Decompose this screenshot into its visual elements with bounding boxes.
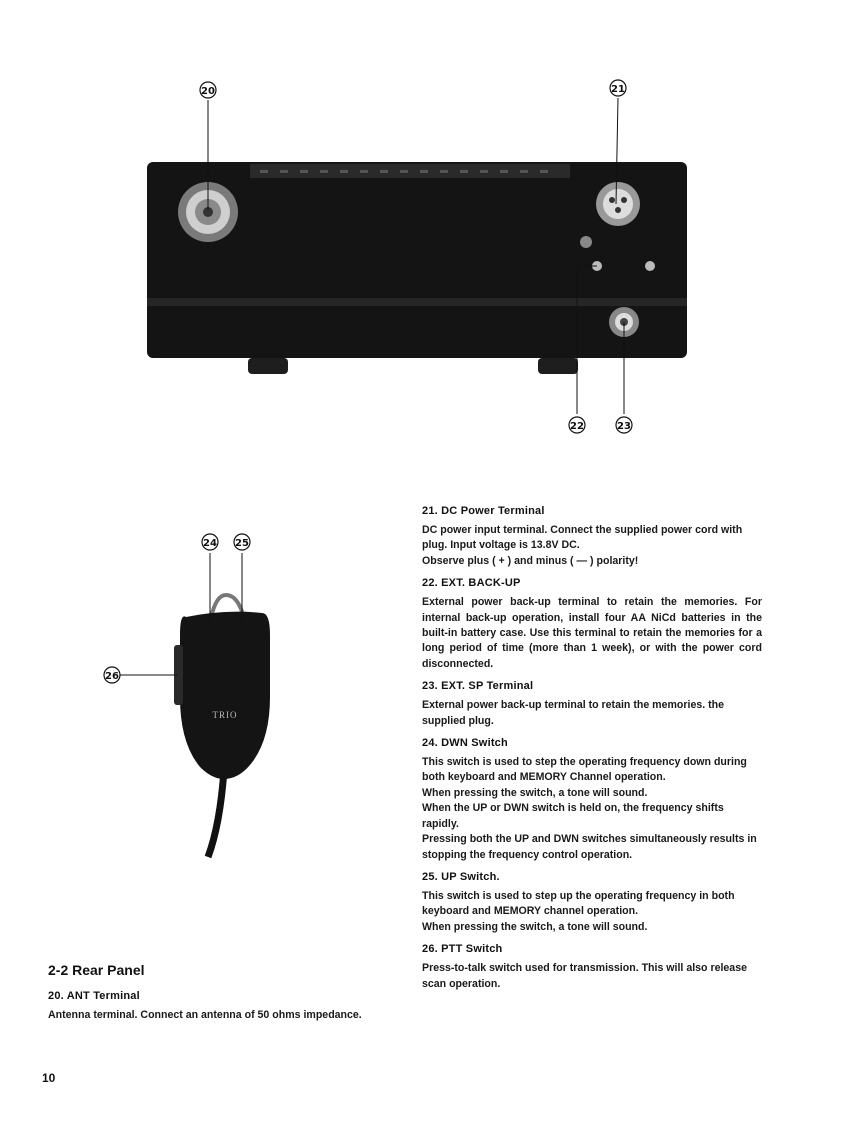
section-title-25: 25. UP Switch. — [422, 870, 500, 883]
section-title-23: 23. EXT. SP Terminal — [422, 680, 534, 693]
microphone-figure — [96, 525, 326, 865]
mic-cable — [208, 770, 224, 857]
section-body-23: External power back-up terminal to retain the memories. the supplied plug. — [422, 699, 724, 727]
callout-21 — [610, 80, 626, 96]
mic-body — [180, 612, 270, 779]
page-number: 10 — [42, 1071, 56, 1085]
right-column — [422, 505, 762, 1000]
section-body-20: Antenna terminal. Connect an antenna of 50 ohms impedance. — [48, 1009, 362, 1021]
section-body-25: This switch is used to step up the operating frequency in both keyboard and MEMORY channel operation. When pressing the switch, a tone will sound. — [422, 889, 735, 933]
section-body-24: This switch is used to step the operating frequency down during both keyboard and MEMORY Channel operation. When pressing the switch, a tone will sound. When the UP or DWN switch is held on, the frequency shifts rapidly. Pressing both the UP and DWN switches simultaneously results in stopping the frequency control operation. — [422, 756, 757, 861]
callout-25 — [234, 534, 250, 550]
section-title-24: 24. DWN Switch — [422, 737, 508, 750]
svg-text:23: 23 — [617, 421, 631, 432]
section-body-21: DC power input terminal. Connect the supplied power cord with plug. Input voltage is 13.8V DC. Observe plus ( + ) and minus ( — ) polarity! — [422, 524, 743, 567]
section-body-22: External power back-up terminal to retain the memories. For internal back-up operation, install four AA NiCd batteries in the built-in battery case. Use this terminal to retain the memories for a long period of time (more than 1 week), or with the power cord disconnected. — [422, 596, 762, 670]
callout-22 — [569, 417, 585, 433]
dc-power-connector — [596, 182, 640, 226]
svg-text:20: 20 — [201, 86, 215, 97]
foot-left — [248, 358, 288, 374]
section-title-20: 20. ANT Terminal — [48, 990, 140, 1002]
svg-text:24: 24 — [203, 538, 217, 549]
section-title-26: 26. PTT Switch — [422, 943, 503, 956]
trio-brand: TRIO — [212, 710, 238, 720]
svg-text:21: 21 — [611, 84, 625, 95]
left-column — [48, 962, 366, 1031]
small-jack — [580, 236, 592, 248]
callout-20 — [200, 82, 216, 98]
svg-text:25: 25 — [235, 538, 249, 549]
section-title-22: 22. EXT. BACK-UP — [422, 577, 521, 590]
rear-panel-heading: 2-2 Rear Panel — [48, 962, 145, 978]
callout-26 — [104, 667, 120, 683]
svg-text:26: 26 — [105, 671, 119, 682]
rear-panel-figure — [130, 70, 710, 450]
svg-text:22: 22 — [570, 421, 584, 432]
foot-right — [538, 358, 578, 374]
callout-24 — [202, 534, 218, 550]
callout-23 — [616, 417, 632, 433]
section-body-26: Press-to-talk switch used for transmission. This will also release scan operation. — [422, 962, 747, 990]
section-title-21: 21. DC Power Terminal — [422, 505, 545, 517]
